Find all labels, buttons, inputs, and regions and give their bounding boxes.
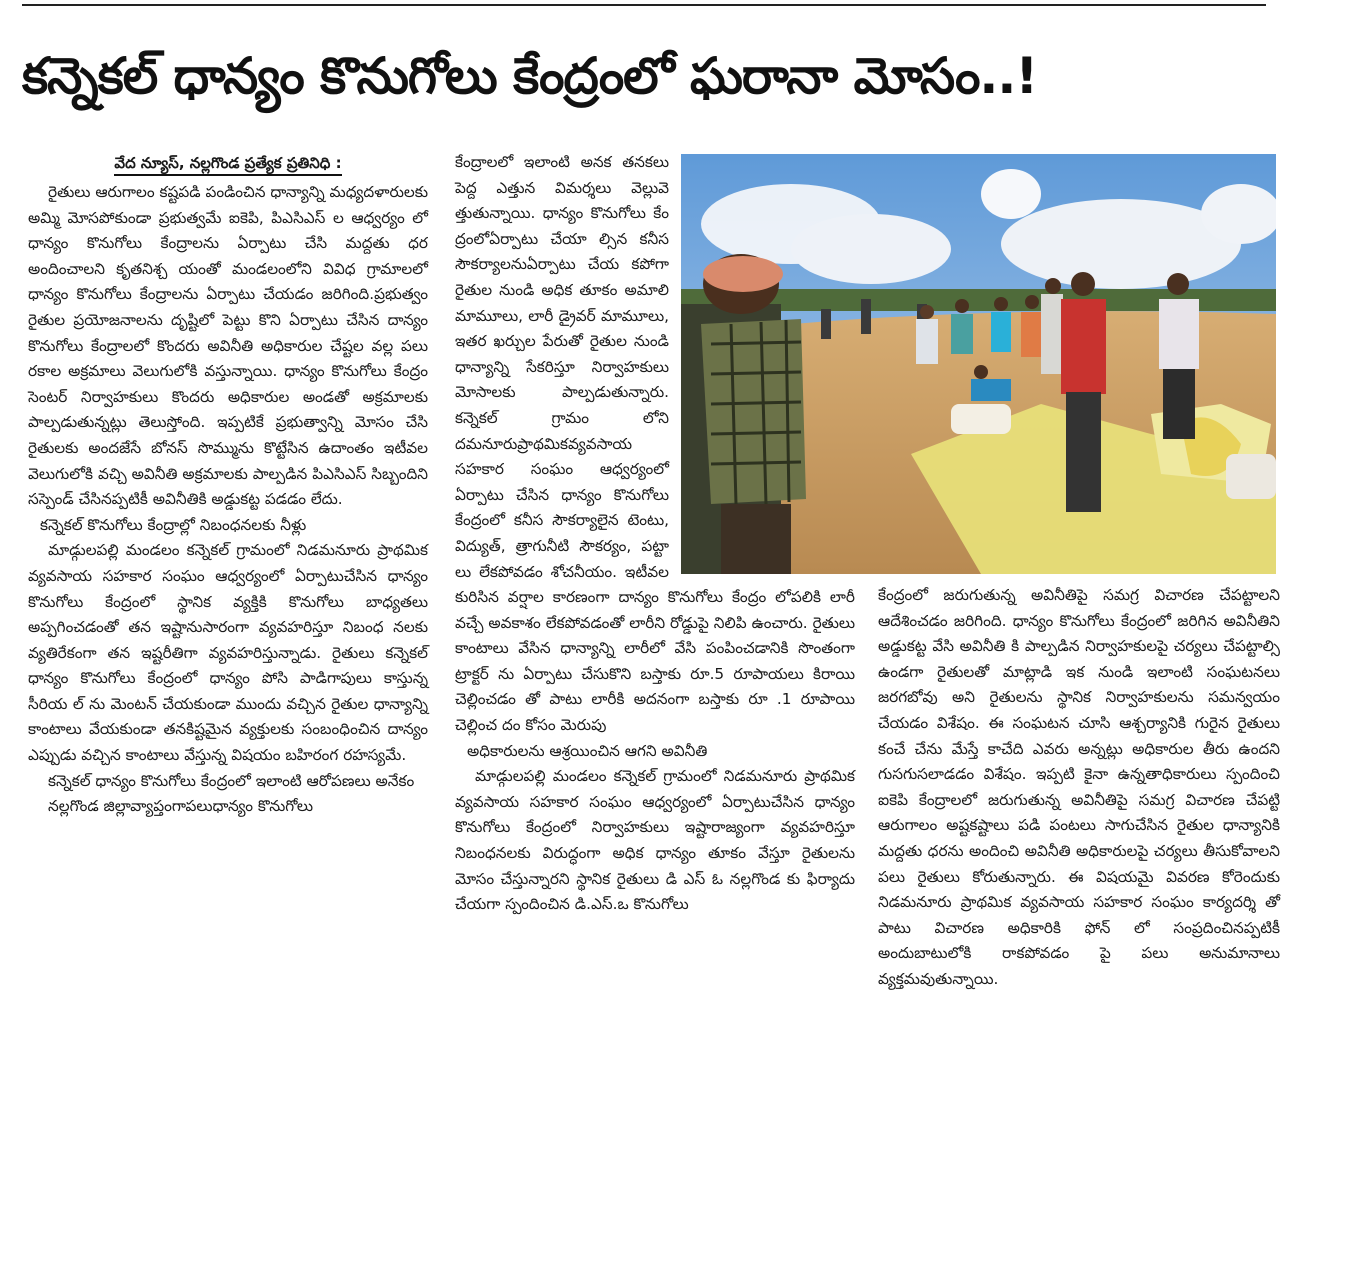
- article-paragraph-6: మాడ్గులపల్లి మండలం కన్నెకల్ గ్రామంలో నిడమనూరు ప్రాథమిక వ్యవసాయ సహకార సంఘం ఆధ్వర్యంలో ఏర్పాటుచేసిన ధాన్యం కొనుగోలు కేంద్రంలో నిర్వాహకులు ఇష్టారాజ్యంగా వ్యవహరిస్తూ నిబంధనలకు విరుద్ధంగా అధిక ధాన్యం తూకం వేస్తూ రైతులను మోసం చేస్తున్నారని స్థానిక రైతులు డి ఎస్ ఓ నల్లగొండ కు ఫిర్యాదు చేయగా స్పందించిన డి.ఎస్.ఒ కొనుగోలు: [455, 767, 855, 914]
- byline: [28, 150, 428, 176]
- byline-text: వేద న్యూస్, నల్లగొండ ప్రత్యేక ప్రతినిధి :: [114, 154, 341, 176]
- top-rule: [22, 4, 1266, 6]
- subheading-kannekal: కన్నెకల్ కొనుగోలు కేంద్రాల్లో నిబంధనలకు నీళ్లు: [40, 515, 307, 534]
- article-column-1: [28, 150, 428, 820]
- article-paragraph-1: రైతులు ఆరుగాలం కష్టపడి పండించిన ధాన్యాన్ని మధ్యదళారులకు అమ్మి మోసపోకుండా ప్రభుత్వమే ఐకెపి, పిఎసిఎస్ ల ఆధ్వర్యం లో ధాన్యం కొనుగోలు కేంద్రాలను ఏర్పాటు చేసి మద్దతు ధర అందించాలని కృతనిశ్చ యంతో మండలంలోని వివిధ గ్రామాలలో ధాన్యం కొనుగోలు కేంద్రాలను ఏర్పాటు చేయడం జరిగింది.ప్రభుత్వం రైతుల ప్రయోజనాలను దృష్టిలో పెట్టు కొని ఏర్పాటు చేసిన దాన్యం కొనుగోలు కేంద్రాలలో కొందరు అవినీతి అధికారుల చేష్టల వల్ల పలు రకాల అక్రమాలు వెలుగులోకి వస్తున్నాయి. ధాన్యం కొనుగోలు కేంద్రం సెంటర్ నిర్వాహకులు కొందరు అధికారుల అండతో అక్రమాలకు పాల్పడుతున్నట్లు తెలుస్తోంది. ఇప్పటికే ప్రభుత్వాన్ని మోసం చేసి రైతులకు అందజేసే బోనస్ సొమ్మును కొట్టేసిన ఉదాంతం ఇటీవల వెలుగులోకి వచ్చి అవినీతి అక్రమాలకు పాల్పడిన పిఎసిఎస్ సిబ్బందిని సస్పెండ్ చేసినప్పటికీ అవినీతికి అడ్డుకట్ట పడడం లేదు.: [28, 183, 428, 509]
- headline: కన్నెకల్ ధాన్యం కొనుగోలు కేంద్రంలో ఘరానా మోసం..!: [22, 47, 1038, 105]
- article-paragraph-2: మాడ్గులపల్లి మండలం కన్నెకల్ గ్రామంలో నిడమనూరు ప్రాథమిక వ్యవసాయ సహకార సంఘం ఆధ్వర్యంలో ఏర్పాటుచేసిన ధాన్యం కొనుగోలు కేంద్రంలో స్థానిక వ్యక్తికి కొనుగోలు బాధ్యతలు అప్పగించడంతో తన ఇష్టానుసారంగా వ్యవహరిస్తూ నిబంధ నలకు వ్యతిరేకంగా తన ఇష్టరీతిగా వ్యవహరిస్తున్నాడు. రైతులు కన్నెకల్ ధాన్యం కొనుగోలు కేంద్రంలో ధాన్యం పోసి పాడిగాపులు కాస్తున్న సీరియ ల్ ను మెంటన్ చేయకుండా ముందు వచ్చిన రైతుల ధాన్యాన్ని కాంటాలు వేయకుండా తనకిష్టమైన వ్యక్తులకు సంబంధించిన దాన్యం ఎప్పుడు వచ్చిన కాంటాలు వేస్తున్న విషయం బహిరంగ రహస్యమే.: [28, 541, 428, 765]
- article-paragraph-7: కేంద్రంలో జరుగుతున్న అవినీతిపై సమగ్ర విచారణ చేపట్టాలని ఆదేశించడం జరిగింది. ధాన్యం కొనుగోలు కేంద్రంలో జరిగిన అవినీతిని అడ్డుకట్ట వేసి అవినీతి కి పాల్పడిన నిర్వాహకులపై చర్యలు చేపట్టాల్సి ఉండగా రైతులతో మాట్లాడి ఇక నుండి ఇలాంటి సంఘటనలు జరగబోవు అని రైతులను స్థానిక నిర్వాహకులను సమన్వయం చేయడం విశేషం. ఈ సంఘటన చూసి ఆశ్చర్యానికి గురైన రైతులు కంచే చేను మేస్తే కాచేది ఎవరు అన్నట్లు అధికారుల తీరు ఉందని గుసగుసలాడడం విశేషం. ఇప్పటి కైనా ఉన్నతాధికారులు స్పందించి ఐకెపి కేంద్రాలలో జరుగుతున్న అవినీతిపై సమగ్ర విచారణ చేపట్టి ఆరుగాలం అష్టకష్టాలు పడి పంటలు సాగుచేసిన రైతుల ధాన్యానికి మద్దతు ధరను అందించి అవినీతి అధికారులపై చర్యలు తీసుకోవాలని పలు రైతులు కోరుతున్నారు. ఈ విషయమై వివరణ కోరెందుకు నిడమనూరు ప్రాథమిక వ్యవసాయ సహకార సంఘం కార్యదర్శి తో పాటు విచారణ అధికారికి ఫోన్ లో సంప్రదించినప్పటికీ అందుబాటులోకి రాకపోవడం పై పలు అనుమానాలు వ్యక్తమవుతున్నాయి.: [878, 586, 1280, 988]
- news-photo: [681, 154, 1276, 574]
- article-paragraph-4: నల్లగొండ జిల్లావ్యాప్తంగాపలుధాన్యం కొనుగోలు: [48, 797, 314, 816]
- subheading-officials: అధికారులను ఆశ్రయించిన ఆగని అవినీతి: [467, 741, 708, 760]
- article-paragraph-3: కన్నెకల్ ధాన్యం కొనుగోలు కేంద్రంలో ఇలాంటి ఆరోపణలు అనేకం: [48, 771, 415, 790]
- photo-illustration: [681, 154, 1276, 574]
- article-paragraph-5: కేంద్రాలలో ఇలాంటి అనక తనకలు పెద్ద ఎత్తున విమర్శలు వెల్లువె త్తుతున్నాయి. ధాన్యం కొనుగోలు కేం ద్రంలోఏర్పాటు చేయా ల్సిన కనీస సౌకర్యాలనుఏర్పాటు చేయ కపోగా రైతుల నుండి అధిక తూకం అమాలి మామూలు, లారీ డ్రైవర్ మామూలు, ఇతర ఖర్చుల పేరుతో రైతుల నుండి ధాన్యాన్ని సేకరిస్తూ నిర్వాహకులు మోసాలకు పాల్పడుతున్నారు. కన్నెకల్ గ్రామం లోని దమనూరుప్రాథమికవ్యవసాయ సహకార సంఘం ఆధ్వర్యంలో ఏర్పాటు చేసిన ధాన్యం కొనుగోలు కేంద్రంలో కనీస సౌకర్యాలైన టెంటు, విద్యుత్, త్రాగునీటి సౌకర్యం, పట్టా లు లేకపోవడం శోచనీయం. ఇటీవల కురిసిన వర్షాల కారణంగా దాన్యం కొనుగోలు కేంద్రం లోపలికి లారీ వచ్చే అవకాశం లేకపోవడంతో లారీని రోడ్డుపై నిలిపి ఉంచారు. రైతులు కాంటాలు వేసిన ధాన్యాన్ని లారీలో వేసి పంపించడానికి సొంతంగా ట్రాక్టర్ ను ఏర్పాటు చేసుకొని బస్తాకు రూ.5 రూపాయలు కిరాయి చెల్లించడం తో పాటు లారీకి అదనంగా బస్తాకు రూ .1 రూపాయి చెల్లించ దం కోసం మెరుపు: [455, 153, 855, 735]
- article-column-3: [878, 583, 1280, 993]
